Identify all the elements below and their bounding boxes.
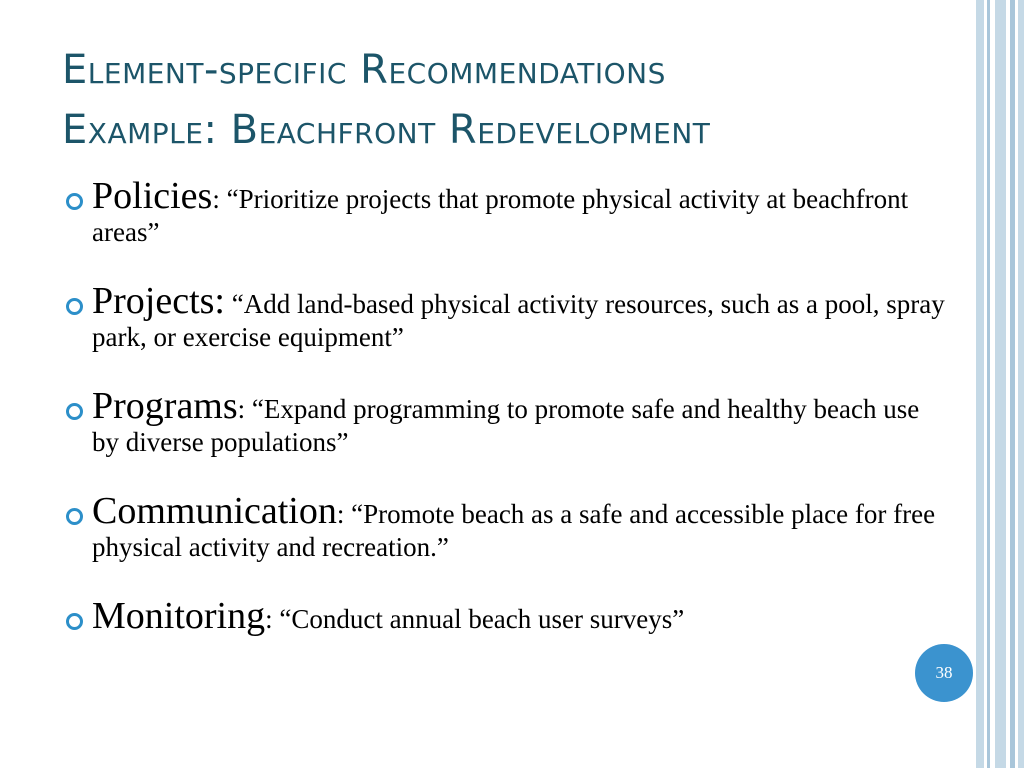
bullet-item-programs	[66, 385, 946, 459]
bullet-text: : “Expand programming to promote safe and healthy beach use by diverse populations”	[92, 394, 920, 457]
bullet-item-monitoring	[66, 595, 946, 637]
bullet-term: Policies	[92, 175, 213, 217]
bullet-term: Programs	[92, 385, 238, 427]
ring-bullet-icon	[66, 613, 83, 630]
slide-title	[62, 40, 962, 160]
bullet-item-communication	[66, 490, 946, 564]
bullet-text: : “Conduct annual beach user surveys”	[265, 604, 685, 634]
bullet-item-policies	[66, 175, 946, 249]
title-line-1: Element-specific Recommendations	[62, 47, 666, 93]
title-line-2: Example: Beachfront Redevelopment	[62, 107, 711, 153]
ring-bullet-icon	[66, 193, 83, 210]
bullet-text: “Add land-based physical activity resources, such as a pool, spray park, or exercise equipment”	[92, 289, 945, 352]
page-number-badge: 38	[915, 644, 973, 702]
ring-bullet-icon	[66, 403, 83, 420]
bullet-term: Monitoring	[92, 595, 266, 637]
bullet-text: : “Promote beach as a safe and accessible place for free physical activity and recreation.”	[92, 499, 936, 562]
bullet-list	[66, 175, 946, 637]
bullet-text: : “Prioritize projects that promote physical activity at beachfront areas”	[92, 184, 909, 247]
bullet-term: Communication	[92, 490, 337, 532]
decorative-stripe	[995, 0, 1006, 768]
decorative-stripe	[1018, 0, 1024, 768]
decorative-stripe	[976, 0, 984, 768]
bullet-term: Projects:	[92, 280, 225, 322]
ring-bullet-icon	[66, 298, 83, 315]
decorative-stripe	[1010, 0, 1015, 768]
decorative-stripe	[987, 0, 990, 768]
ring-bullet-icon	[66, 508, 83, 525]
bullet-item-projects	[66, 280, 946, 354]
